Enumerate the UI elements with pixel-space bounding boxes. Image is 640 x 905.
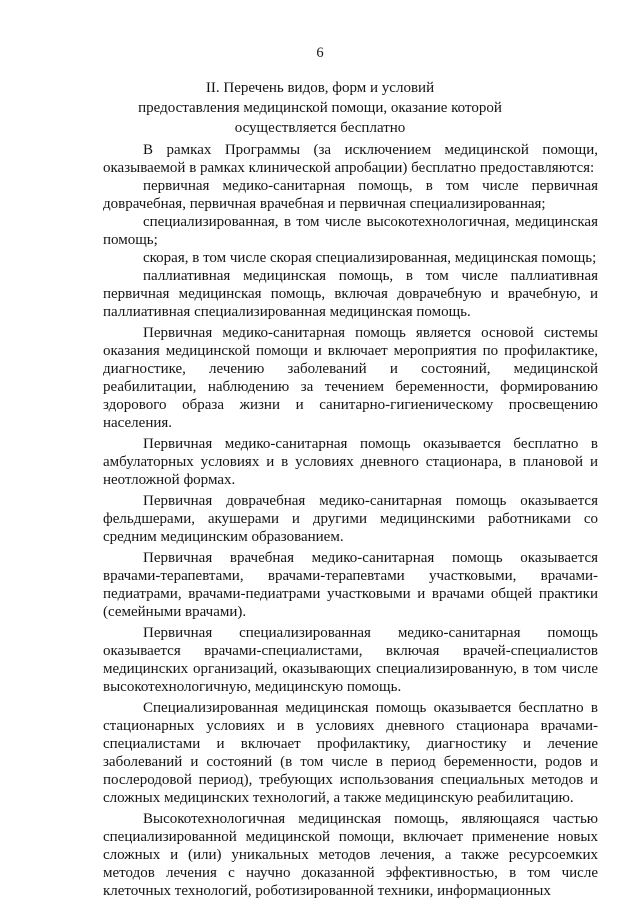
paragraph: Специализированная медицинская помощь оказывается бесплатно в стационарных условиях и в условиях дневного стационара врачами-специалистами и включает профилактику, диагностику и лечение заболеваний и состояний (в том числе в период беременности, родов и послеродовой период), требующих использования специальных методов и сложных медицинских технологий, а также медицинскую реабилитацию.	[103, 700, 598, 806]
paragraph: специализированная, в том числе высокотехнологичная, медицинская помощь;	[103, 214, 598, 248]
paragraph: скорая, в том числе скорая специализированная, медицинская помощь;	[143, 250, 597, 266]
section-title-line-2: предоставления медицинской помощи, оказание которой	[138, 100, 502, 116]
paragraph: Первичная доврачебная медико-санитарная помощь оказывается фельдшерами, акушерами и другими медицинскими работниками со средним медицинским образованием.	[103, 493, 598, 545]
document-body	[103, 141, 598, 900]
paragraph: Первичная медико-санитарная помощь является основой системы оказания медицинской помощи и включает мероприятия по профилактике, диагностике, лечению заболеваний и состояний, медицинской реабилитации, наблюдению за течением беременности, формированию здорового образа жизни и санитарно-гигиеническому просвещению населения.	[103, 325, 598, 431]
page-number: 6	[316, 45, 324, 61]
section-title-line-1: II. Перечень видов, форм и условий	[205, 80, 435, 96]
paragraph: первичная медико-санитарная помощь, в том числе первичная доврачебная, первичная врачебная и первичная специализированная;	[103, 178, 598, 212]
section-title-line-3: осуществляется бесплатно	[234, 120, 406, 136]
paragraph: Высокотехнологичная медицинская помощь, являющаяся частью специализированной медицинской помощи, включает применение новых сложных и (или) уникальных методов лечения, а также ресурсоемких методов лечения с научно доказанной эффективностью, в том числе клеточных технологий, роботизированной техники, информационных	[103, 811, 598, 899]
paragraph: Первичная специализированная медико-санитарная помощь оказывается врачами-специалистами, включая врачей-специалистов медицинских организаций, оказывающих специализированную, в том числе высокотехнологичную, медицинскую помощь.	[103, 625, 598, 695]
paragraph: В рамках Программы (за исключением медицинской помощи, оказываемой в рамках клинической апробации) бесплатно предоставляются:	[103, 142, 598, 176]
paragraph: паллиативная медицинская помощь, в том числе паллиативная первичная медицинская помощь, включая доврачебную и врачебную, и паллиативная специализированная медицинская помощь.	[103, 268, 598, 320]
section-title	[60, 78, 580, 138]
paragraph: Первичная врачебная медико-санитарная помощь оказывается врачами-терапевтами, врачами-терапевтами участковыми, врачами-педиатрами, врачами-педиатрами участковыми и врачами общей практики (семейными врачами).	[103, 550, 598, 620]
paragraph: Первичная медико-санитарная помощь оказывается бесплатно в амбулаторных условиях и в условиях дневного стационара, в плановой и неотложной формах.	[103, 436, 598, 488]
